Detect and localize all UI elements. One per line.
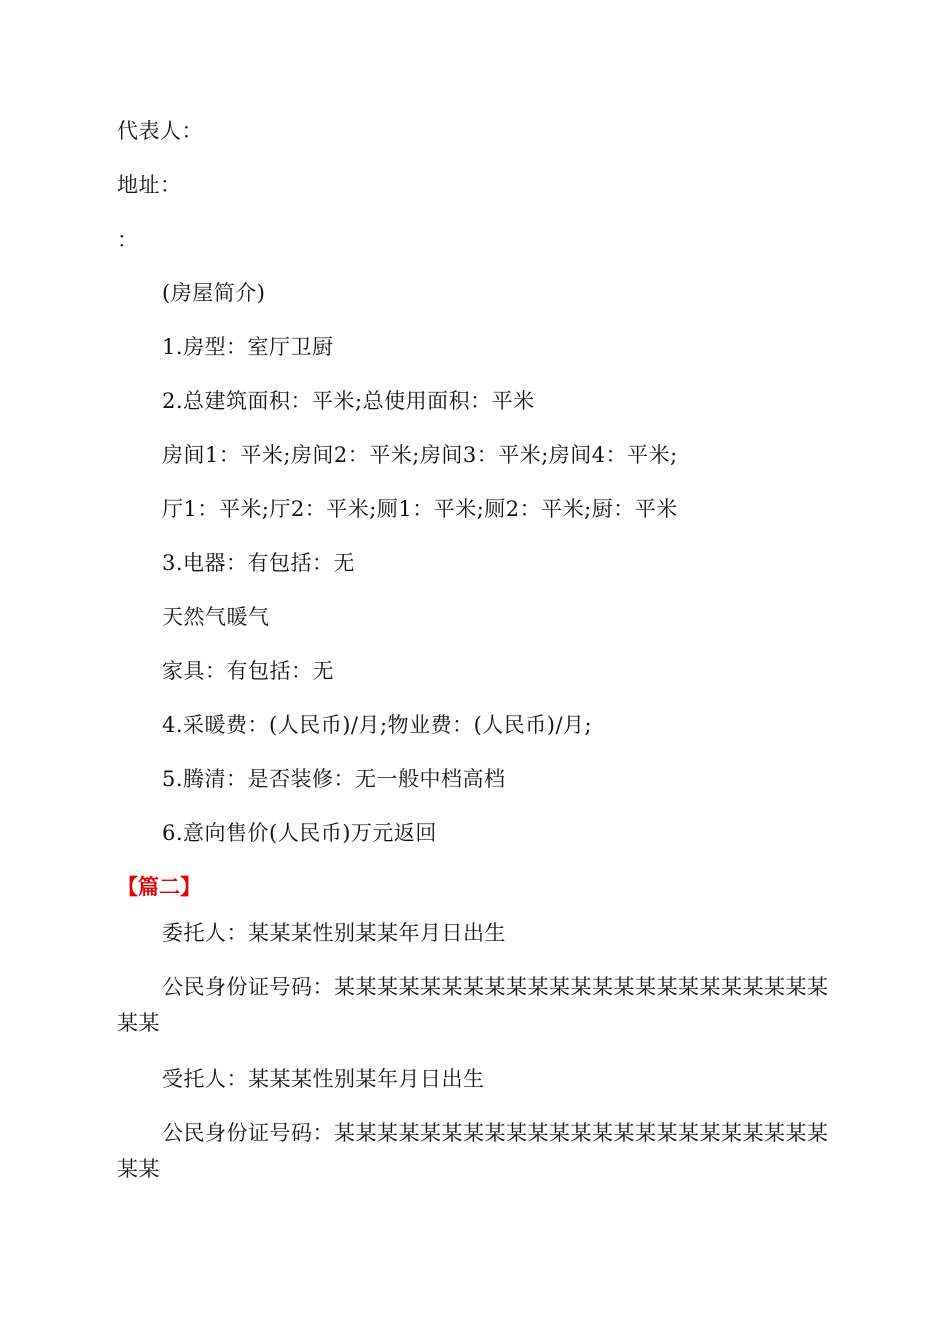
principal-line: 委托人：某某某性别某某年月日出生: [162, 921, 506, 945]
agent-line: 受托人：某某某性别某年月日出生: [162, 1067, 485, 1091]
price-line: 6.意向售价(人民币)万元返回: [162, 821, 437, 845]
halls-line: 厅1：平米;厅2：平米;厕1：平米;厕2：平米;厨：平米: [162, 497, 678, 521]
house-intro-heading: (房屋简介): [162, 281, 266, 305]
house-type-line: 1.房型：室厅卫厨: [162, 335, 334, 359]
colon-line: ：: [117, 228, 139, 252]
principal-id-line: 公民身份证号码：某某某某某某某某某某某某某某某某某某某某某某某某某: [117, 975, 829, 1035]
representative-label: 代表人：: [117, 119, 203, 143]
furniture-line: 家具：有包括：无: [162, 659, 334, 683]
gas-heating-line: 天然气暖气: [162, 605, 270, 629]
section-two-title: 【篇二】: [117, 875, 201, 899]
appliances-line: 3.电器：有包括：无: [162, 551, 356, 575]
address-label: 地址：: [117, 173, 182, 197]
area-total-line: 2.总建筑面积：平米;总使用面积：平米: [162, 389, 535, 413]
vacate-line: 5.腾清：是否装修：无一般中档高档: [162, 767, 506, 791]
fees-line: 4.采暖费：(人民币)/月;物业费：(人民币)/月;: [162, 713, 593, 737]
agent-id-line: 公民身份证号码：某某某某某某某某某某某某某某某某某某某某某某某某某: [117, 1121, 829, 1181]
rooms-line: 房间1：平米;房间2：平米;房间3：平米;房间4：平米;: [162, 443, 678, 467]
